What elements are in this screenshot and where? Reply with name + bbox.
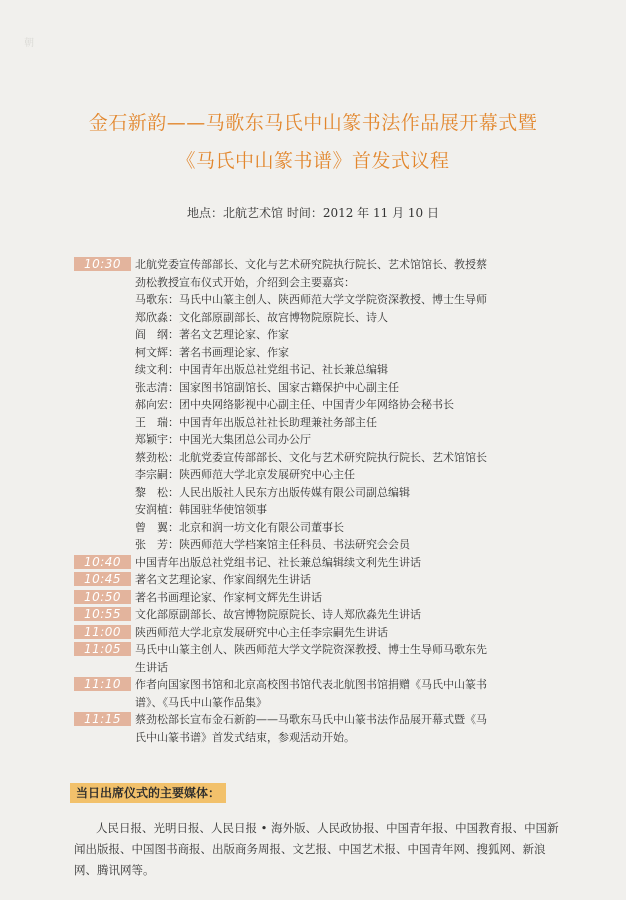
agenda-text: [135, 519, 545, 537]
agenda-text-line: 北航党委宣传部部长、文化与艺术研究院执行院长、艺术馆馆长、教授蔡: [135, 258, 487, 271]
agenda-text: [135, 606, 545, 624]
agenda-text-line: 郑颖宇：中国光大集团总公司办公厅: [135, 433, 311, 446]
agenda-time-spacer: [74, 310, 131, 324]
agenda-row: [74, 449, 574, 467]
agenda-text-line: 生讲话: [135, 660, 168, 674]
agenda-text-line: 张 芳：陕西师范大学档案馆主任科员、书法研究会会员: [135, 538, 410, 551]
agenda-text: [135, 361, 545, 379]
media-list: 人民日报、光明日报、人民日报 • 海外版、人民政协报、中国青年报、中国教育报、中国新闻出版报、中国图书商报、出版商务周报、文艺报、中国艺术报、中国青年网、搜狐网、新浪网、腾讯网等。: [74, 821, 559, 877]
agenda-row: [74, 501, 574, 519]
agenda-row: [74, 379, 574, 397]
agenda-text-line: 谱》、《马氏中山篆作品集》: [135, 695, 267, 709]
agenda-text: [135, 344, 545, 362]
agenda-text-line: 马歌东：马氏中山篆主创人、陕西师范大学文学院资深教授、博士生导师: [135, 293, 487, 306]
agenda-row: [74, 431, 574, 449]
agenda-text-line: 李宗嗣：陕西师范大学北京发展研究中心主任: [135, 468, 355, 481]
agenda-time-spacer: [74, 520, 131, 534]
agenda-text: [135, 326, 545, 344]
agenda-time-badge: 10:45: [74, 572, 131, 586]
agenda-time-spacer: [74, 415, 131, 429]
agenda-time-badge: 10:40: [74, 555, 131, 569]
agenda-row: [74, 554, 574, 572]
agenda-text: [135, 536, 545, 554]
agenda-row: [74, 361, 574, 379]
agenda-text-line: 蔡劲松部长宣布金石新韵——马歌东马氏中山篆书法作品展开幕式暨《马: [135, 713, 487, 726]
agenda-row: [74, 589, 574, 607]
agenda-row: [74, 396, 574, 414]
title-line-2: 《马氏中山篆书谱》首发式议程: [176, 150, 450, 172]
agenda-time-spacer: [74, 380, 131, 394]
agenda-text: [135, 624, 545, 642]
agenda-time-spacer: [74, 397, 131, 411]
agenda-text-line: 中国青年出版总社党组书记、社长兼总编辑续文利先生讲话: [135, 555, 421, 569]
agenda-text: [135, 501, 545, 519]
agenda-time-spacer: [74, 485, 131, 499]
agenda-time-spacer: [74, 432, 131, 446]
agenda-row: [74, 344, 574, 362]
agenda-text-line: 劲松教授宣布仪式开始，介绍到会主要嘉宾：: [135, 275, 355, 289]
agenda-row: [74, 536, 574, 554]
media-heading: 当日出席仪式的主要媒体：: [70, 783, 226, 803]
agenda-text: [135, 554, 545, 572]
agenda-text-line: 蔡劲松：北航党委宣传部部长、文化与艺术研究院执行院长、艺术馆馆长: [135, 450, 487, 464]
agenda-text-line: 马氏中山篆主创人、陕西师范大学文学院资深教授、博士生导师马歌东先: [135, 643, 487, 656]
faint-stamp: 朝: [24, 38, 34, 49]
agenda-time-badge: 11:15: [74, 712, 131, 726]
agenda-time-spacer: [74, 537, 131, 551]
agenda-text-line: 著名书画理论家、作家柯文辉先生讲话: [135, 590, 322, 604]
agenda-text-line: 郑欣淼：文化部原副部长、故宫博物院原院长、诗人: [135, 310, 388, 324]
agenda-row: [74, 484, 574, 502]
agenda-text-line: 氏中山篆书谱》首发式结束，参观活动开始。: [135, 730, 355, 744]
agenda-text: [135, 571, 545, 589]
agenda-text-line: 张志清：国家图书馆副馆长、国家古籍保护中心副主任: [135, 380, 399, 394]
agenda-row: [74, 309, 574, 327]
agenda-text-line: 王 瑞：中国青年出版总社社长助理兼社务部主任: [135, 415, 377, 429]
agenda-text-line: 郝向宏：团中央网络影视中心副主任、中国青少年网络协会秘书长: [135, 398, 454, 411]
agenda-time-spacer: [74, 292, 131, 306]
agenda-text-line: 文化部原副部长、故宫博物院原院长、诗人郑欣淼先生讲话: [135, 608, 421, 621]
agenda-time-spacer: [74, 327, 131, 341]
agenda-text: [135, 256, 545, 291]
agenda-text-line: 黎 松：人民出版社人民东方出版传媒有限公司副总编辑: [135, 485, 410, 499]
agenda-row: [74, 466, 574, 484]
agenda-time-spacer: [74, 502, 131, 516]
agenda-text: [135, 291, 545, 309]
agenda-text: [135, 414, 545, 432]
agenda-row: [74, 291, 574, 309]
agenda-time-badge: 10:50: [74, 590, 131, 604]
agenda-time-spacer: [74, 345, 131, 359]
agenda-text: [135, 431, 545, 449]
agenda-time-spacer: [74, 362, 131, 376]
agenda-text-line: 续文利：中国青年出版总社党组书记、社长兼总编辑: [135, 363, 388, 376]
place-and-time: 地点：北航艺术馆 时间：2012 年 11 月 10 日: [187, 206, 439, 220]
agenda-time-badge: 10:30: [74, 257, 131, 271]
agenda-row: [74, 676, 574, 711]
agenda-row: [74, 606, 574, 624]
agenda-row: [74, 414, 574, 432]
agenda-row: [74, 624, 574, 642]
agenda-list: [74, 256, 574, 746]
agenda-text: [135, 711, 545, 746]
agenda-text: [135, 309, 545, 327]
agenda-text: [135, 449, 545, 467]
agenda-row: [74, 519, 574, 537]
agenda-text-line: 曾 翼：北京和润一坊文化有限公司董事长: [135, 520, 344, 534]
agenda-text-line: 阎 纲：著名文艺理论家、作家: [135, 328, 289, 341]
agenda-time-badge: 11:10: [74, 677, 131, 691]
agenda-text: [135, 676, 545, 711]
agenda-time-spacer: [74, 467, 131, 481]
agenda-time-badge: 10:55: [74, 607, 131, 621]
agenda-row: [74, 326, 574, 344]
agenda-text: [135, 379, 545, 397]
agenda-time-badge: 11:05: [74, 642, 131, 656]
agenda-text-line: 柯文辉：著名书画理论家、作家: [135, 345, 289, 359]
agenda-text-line: 陕西师范大学北京发展研究中心主任李宗嗣先生讲话: [135, 625, 388, 639]
agenda-text-line: 著名文艺理论家、作家阎纲先生讲话: [135, 573, 311, 586]
agenda-text: [135, 484, 545, 502]
agenda-text-line: 作者向国家图书馆和北京高校图书馆代表北航图书馆捐赠《马氏中山篆书: [135, 678, 487, 691]
title-line-1: 金石新韵——马歌东马氏中山篆书法作品展开幕式暨: [88, 112, 538, 134]
agenda-time-badge: 11:00: [74, 625, 131, 639]
agenda-row: [74, 641, 574, 676]
agenda-text: [135, 466, 545, 484]
agenda-text: [135, 396, 545, 414]
agenda-row: [74, 571, 574, 589]
agenda-time-spacer: [74, 450, 131, 464]
agenda-row: [74, 256, 574, 291]
agenda-text-line: 安润植：韩国驻华使馆领事: [135, 503, 267, 516]
agenda-text: [135, 641, 545, 676]
agenda-text: [135, 589, 545, 607]
agenda-row: [74, 711, 574, 746]
